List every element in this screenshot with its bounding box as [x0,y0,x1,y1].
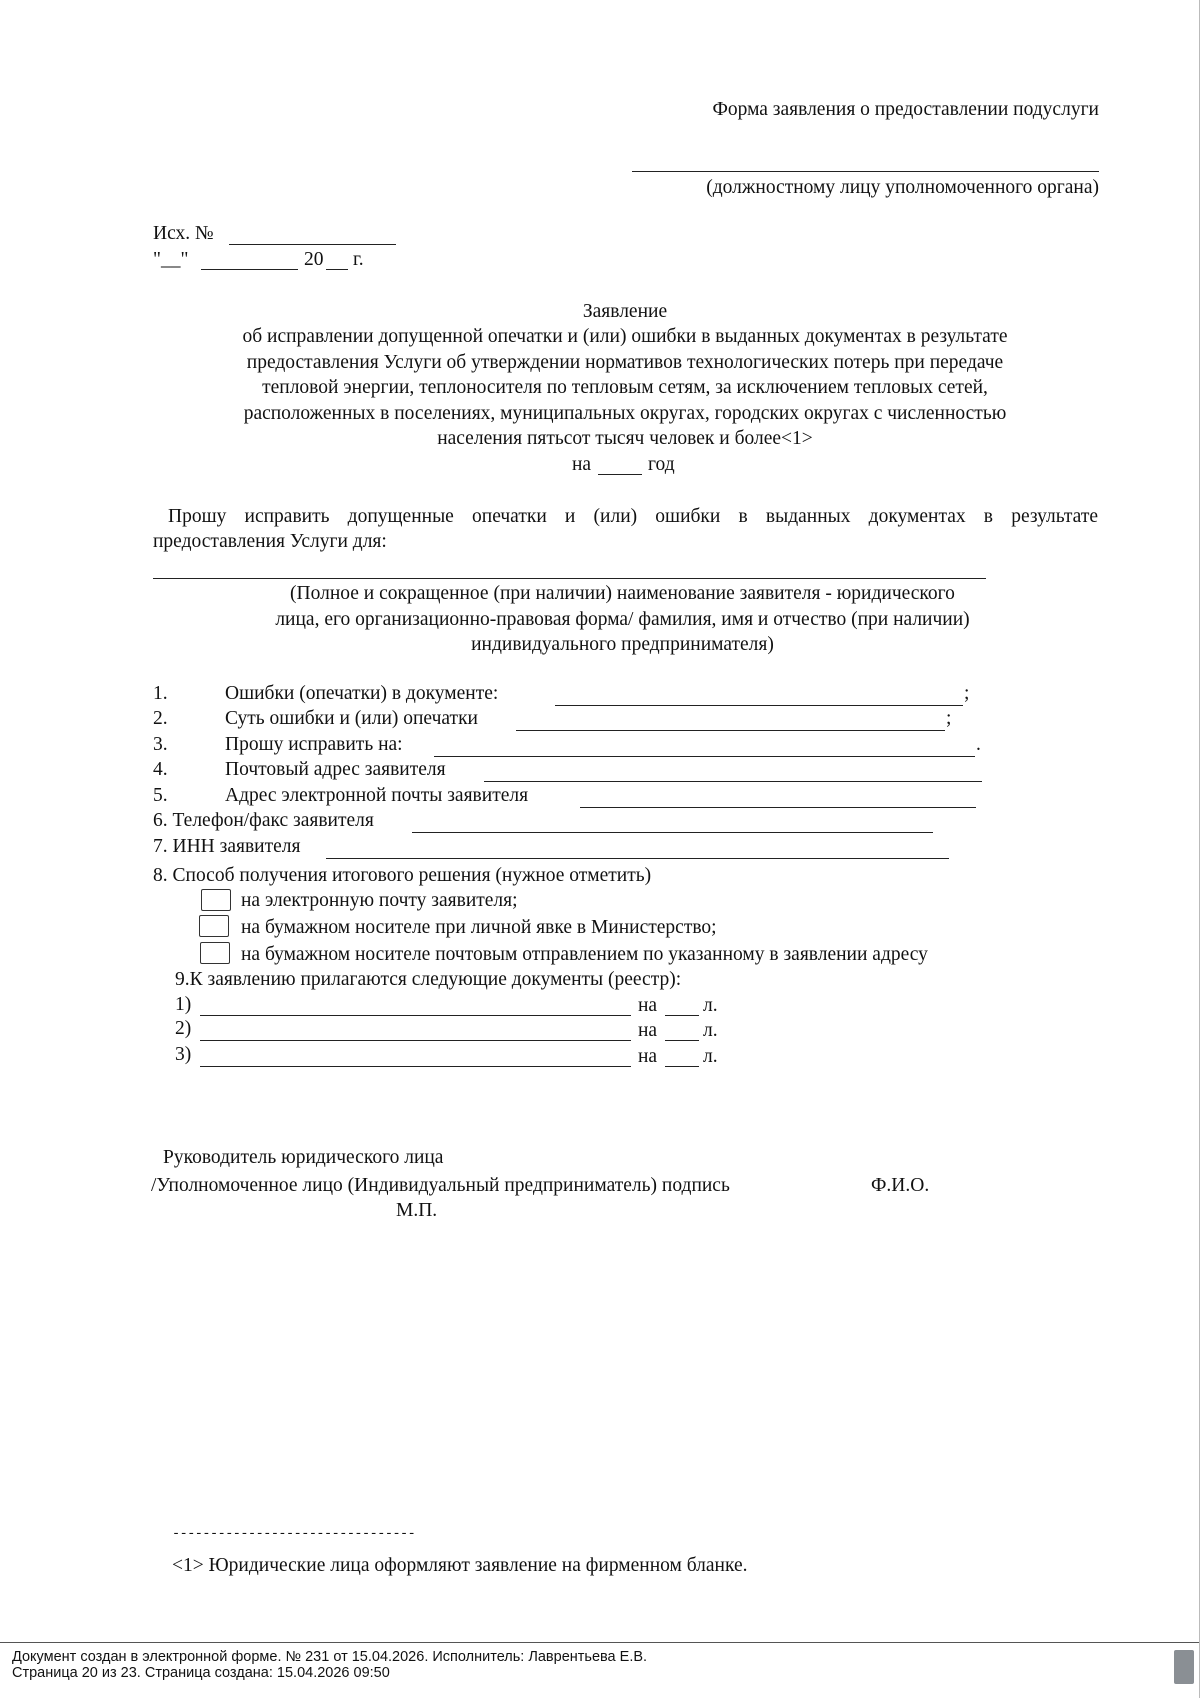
form-title: Форма заявления о предоставлении подуслуги [712,99,1099,120]
field-2-input-line[interactable] [516,730,945,731]
attachment-1-na: на [638,995,658,1016]
statement-title-line-1: об исправлении допущенной опечатки и (или) ошибки в выданных документах в результате [242,326,1008,347]
field-3-number: 3. [153,734,168,755]
statement-title-line-2: предоставления Услуги об утверждении нормативов технологических потерь при передаче [246,352,1004,373]
attachment-3-na: на [638,1046,658,1067]
attachment-3-line[interactable] [200,1066,631,1067]
delivery-in-person-checkbox[interactable] [199,915,229,937]
field-6-label: 6. Телефон/факс заявителя [153,810,374,831]
delivery-mail-checkbox[interactable] [200,942,230,964]
attachment-3-number: 3) [175,1044,192,1065]
applicant-hint-line-3: индивидуального предпринимателя) [471,634,774,655]
field-5-label: Адрес электронной почты заявителя [225,785,529,806]
field-7-label: 7. ИНН заявителя [153,836,301,857]
attachment-1-l: л. [703,995,718,1016]
recipient-note: (должностному лицу уполномоченного органа) [706,177,1099,198]
applicant-hint-line-1: (Полное и сокращенное (при наличии) наименование заявителя - юридического [290,583,955,604]
statement-title-line-4: расположенных в поселениях, муниципальных округах, городских округах с численностью [243,403,1007,424]
field-2-end: ; [946,708,952,729]
signature-role-line-1: Руководитель юридического лица [163,1147,444,1168]
outgoing-number-label: Исх. № [153,223,214,244]
attachment-2-l: л. [703,1020,718,1041]
attachment-3-l: л. [703,1046,718,1067]
field-3-label: Прошу исправить на: [225,734,403,755]
seal-placeholder: М.П. [396,1200,438,1221]
footnote-separator: -------------------------------- [172,1527,416,1542]
field-2-number: 2. [153,708,168,729]
request-line-2: предоставления Услуги для: [153,531,387,552]
delivery-email-label: на электронную почту заявителя; [241,890,518,911]
field-5-input-line[interactable] [580,807,976,808]
field-5-number: 5. [153,785,168,806]
outgoing-number-line [229,244,396,245]
statement-title-line-5: населения пятьсот тысяч человек и более<1> [437,428,813,449]
attachment-3-pages-line[interactable] [665,1066,699,1067]
attachments-heading: 9.К заявлению прилагаются следующие документы (реестр): [175,969,682,990]
attachment-1-line[interactable] [200,1015,631,1016]
title-year-suffix: год [648,454,675,475]
attachment-1-pages-line[interactable] [665,1015,699,1016]
attachment-1-number: 1) [175,994,192,1015]
delivery-email-checkbox[interactable] [201,889,231,911]
attachment-2-line[interactable] [200,1040,631,1041]
footer-line-2: Страница 20 из 23. Страница создана: 15.04.2026 09:50 [12,1665,390,1681]
footnote-text: <1> Юридические лица оформляют заявление на фирменном бланке. [172,1555,748,1576]
field-1-number: 1. [153,683,168,704]
field-4-number: 4. [153,759,168,780]
delivery-in-person-label: на бумажном носителе при личной явке в Министерство; [241,917,717,938]
applicant-name-line [153,578,986,579]
date-month-line [201,269,298,270]
field-6-input-line[interactable] [412,832,933,833]
date-year-suffix: г. [353,249,364,270]
field-4-label: Почтовый адрес заявителя [225,759,446,780]
title-year-line [598,474,642,475]
statement-title-line-3: тепловой энергии, теплоносителя по тепловым сетям, за исключением тепловых сетей, [262,377,988,398]
stamp-icon [1174,1650,1194,1684]
field-7-input-line[interactable] [326,858,949,859]
recipient-line [632,171,1099,172]
footer-line-1: Документ создан в электронной форме. № 231 от 15.04.2026. Исполнитель: Лаврентьева Е.В. [12,1649,648,1665]
attachment-2-number: 2) [175,1018,192,1039]
document-footer [0,1642,1200,1699]
signature-role-line-2: /Уполномоченное лицо (Индивидуальный предприниматель) подпись [151,1175,730,1196]
applicant-hint-line-2: лица, его организационно-правовая форма/ фамилия, имя и отчество (при наличии) [275,609,970,630]
date-year-line [326,269,348,270]
field-1-label: Ошибки (опечатки) в документе: [225,683,499,704]
attachment-2-na: на [638,1020,658,1041]
field-3-input-line[interactable] [434,756,975,757]
attachment-2-pages-line[interactable] [665,1040,699,1041]
field-8-label: 8. Способ получения итогового решения (нужное отметить) [153,865,652,886]
field-1-input-line[interactable] [555,705,963,706]
request-line-1: Прошу исправить допущенные опечатки и (или) ошибки в выданных документах в результате [168,506,1098,527]
field-3-end: . [976,734,981,755]
delivery-mail-label: на бумажном носителе почтовым отправлением по указанному в заявлении адресу [241,944,928,965]
statement-heading: Заявление [582,301,668,322]
title-year-prefix: на [572,454,592,475]
field-4-input-line[interactable] [484,781,982,782]
field-1-end: ; [964,683,970,704]
signature-fio: Ф.И.О. [871,1175,930,1196]
date-year-prefix: 20 [304,249,324,270]
field-2-label: Суть ошибки и (или) опечатки [225,708,478,729]
date-quote: "__" [153,249,189,270]
